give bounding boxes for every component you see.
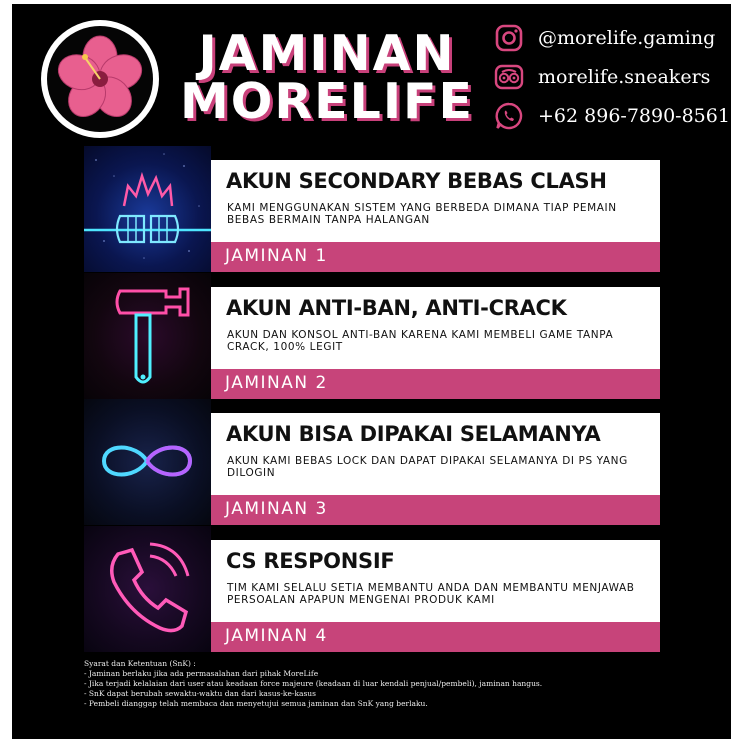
card-3-body: [211, 413, 660, 495]
social-instagram[interactable]: [494, 22, 715, 54]
terms-item: - Jaminan berlaku jika ada permasalahan dari pihak MoreLife: [84, 669, 319, 678]
card-3-heading: AKUN BISA DIPAKAI SELAMANYA: [226, 422, 601, 446]
title-line-2: MORELIFE: [179, 73, 475, 130]
card-2-description: AKUN DAN KONSOL ANTI-BAN KARENA KAMI MEMBELI GAME TANPA CRACK, 100% LEGIT: [227, 329, 614, 353]
phone-icon: [84, 526, 211, 652]
terms-item: - Pembeli dianggap telah membaca dan menyetujui semua jaminan dan SnK yang berlaku.: [84, 699, 428, 708]
social-tripadvisor[interactable]: [494, 61, 710, 93]
whatsapp-icon: [494, 101, 524, 131]
card-4-heading: CS RESPONSIF: [226, 549, 395, 573]
terms-and-conditions: [84, 659, 684, 709]
card-2-label-bar: [211, 369, 660, 399]
morelife-logo: [41, 20, 159, 138]
card-2-label: JAMINAN 2: [225, 373, 328, 393]
tripadvisor-icon: [494, 62, 524, 92]
card-2-body: [211, 287, 660, 369]
card-4-label-bar: [211, 622, 660, 652]
page-title: [172, 25, 482, 130]
social-tripadvisor-text: morelife.sneakers: [538, 66, 711, 88]
card-4-image: [84, 526, 211, 652]
card-2-heading: AKUN ANTI-BAN, ANTI-CRACK: [226, 296, 567, 320]
instagram-icon: [494, 23, 524, 53]
card-1-description: KAMI MENGGUNAKAN SISTEM YANG BERBEDA DIMANA TIAP PEMAIN BEBAS BERMAIN TANPA HALANGAN: [227, 202, 617, 226]
guarantee-card-4: [84, 526, 660, 652]
card-1-heading: AKUN SECONDARY BEBAS CLASH: [226, 169, 607, 193]
card-1-image: [84, 146, 211, 272]
infinity-icon: [84, 399, 211, 525]
card-3-image: [84, 399, 211, 525]
card-3-label: JAMINAN 3: [225, 499, 328, 519]
guarantee-card-1: [84, 146, 660, 272]
social-whatsapp[interactable]: [494, 100, 730, 132]
title-line-1: JAMINAN: [198, 25, 456, 82]
card-4-description: TIM KAMI SELALU SETIA MEMBANTU ANDA DAN MEMBANTU MENJAWAB PERSOALAN APAPUN MENGENAI PRODUK KAMI: [227, 582, 635, 606]
guarantee-card-2: [84, 273, 660, 399]
social-instagram-text: @morelife.gaming: [538, 27, 716, 49]
card-1-label: JAMINAN 1: [225, 246, 328, 266]
card-2-image: [84, 273, 211, 399]
card-3-description: AKUN KAMI BEBAS LOCK DAN DAPAT DIPAKAI SELAMANYA DI PS YANG DILOGIN: [227, 455, 628, 479]
terms-item: - SnK dapat berubah sewaktu-waktu dan dari kasus-ke-kasus: [84, 689, 316, 698]
card-4-body: [211, 540, 660, 622]
social-whatsapp-text: +62 896-7890-8561: [538, 105, 730, 127]
card-1-label-bar: [211, 242, 660, 272]
hibiscus-icon: [47, 26, 153, 132]
card-3-label-bar: [211, 495, 660, 525]
hammer-icon: [84, 273, 211, 399]
card-1-body: [211, 160, 660, 242]
guarantee-card-3: [84, 399, 660, 525]
terms-heading: Syarat dan Ketentuan (SnK) :: [84, 659, 196, 668]
terms-item: - Jika terjadi kelalaian dari user atau keadaan force majeure (keadaan di luar kendali penjual/pembeli), jaminan hangus.: [84, 679, 543, 688]
card-4-label: JAMINAN 4: [225, 626, 328, 646]
fist-bump-icon: [84, 146, 211, 272]
